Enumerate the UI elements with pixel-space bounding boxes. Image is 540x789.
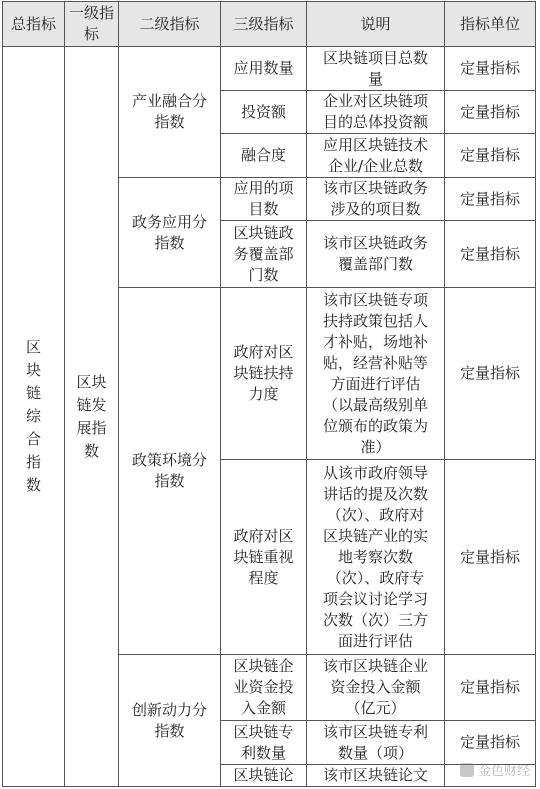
- level3-cell: 应用数量: [221, 47, 307, 91]
- unit-cell: 定量指标: [445, 288, 536, 460]
- level3-cell: 政府对区 块链扶持 力度: [221, 288, 307, 460]
- description-cell: 区块链项目总数 量: [307, 47, 445, 91]
- header-level3-indicator: 三级指标: [221, 2, 307, 47]
- level3-cell: 政府对区 块链重视 程度: [221, 460, 307, 655]
- description-cell: 从该市政府领导 讲话的提及次数 （次）、政府对 区块链产业的实 地考察次数 （次）、政府专 项会议讨论学习 次数（次）三方 面进行评估: [307, 460, 445, 655]
- description-cell: 应用区块链技术 企业/企业总数: [307, 134, 445, 178]
- level3-cell: 应用的项 目数: [221, 178, 307, 221]
- level2-cell: 政策环境分 指数: [119, 288, 221, 655]
- unit-cell: 定量指标: [445, 221, 536, 288]
- header-unit: 指标单位: [445, 2, 536, 47]
- unit-cell: 定量指标: [445, 178, 536, 221]
- level2-cell: 产业融合分 指数: [119, 47, 221, 178]
- level3-cell: 区块链论: [221, 765, 307, 787]
- level3-cell: 融合度: [221, 134, 307, 178]
- indicator-table: [2, 1, 536, 787]
- level3-cell: 投资额: [221, 91, 307, 134]
- description-cell: 该市区块链论文: [307, 765, 445, 787]
- unit-cell: 定量指标: [445, 91, 536, 134]
- level3-cell: 区块链政 务覆盖部 门数: [221, 221, 307, 288]
- description-cell: 该市区块链政务 涉及的项目数: [307, 178, 445, 221]
- total-indicator-cell: 区 块 链 综 合 指 数: [3, 47, 65, 787]
- unit-cell: 定量指标: [445, 460, 536, 655]
- header-total-indicator: 总指标: [3, 2, 65, 47]
- description-cell: 企业对区块链项 目的总体投资额: [307, 91, 445, 134]
- description-cell: 该市区块链政务 覆盖部门数: [307, 221, 445, 288]
- description-cell: 该市区块链专项 扶持政策包括人 才补贴，场地补 贴，经营补贴等 方面进行评估 （以最高级别单 位颁布的政策为 准）: [307, 288, 445, 460]
- level3-cell: 区块链企 业资金投 入金额: [221, 655, 307, 721]
- table-row: [3, 47, 536, 91]
- level2-cell: 创新动力分 指数: [119, 655, 221, 787]
- unit-cell: 定量指标: [445, 721, 536, 765]
- level1-indicator-cell: 区块 链发 展指 数: [65, 47, 119, 787]
- watermark: [460, 760, 530, 779]
- unit-cell: 定量指标: [445, 655, 536, 721]
- header-row: [3, 2, 536, 47]
- description-cell: 该市区块链专利 数量（项）: [307, 721, 445, 765]
- unit-cell: 定量指标: [445, 47, 536, 91]
- header-description: 说明: [307, 2, 445, 47]
- level2-cell: 政务应用分 指数: [119, 178, 221, 288]
- description-cell: 该市区块链企业 资金投入金额 （亿元）: [307, 655, 445, 721]
- watermark-text: 金色财经: [477, 764, 530, 779]
- header-level1-indicator: 一级指标: [65, 2, 119, 47]
- unit-cell: 定量指标: [445, 134, 536, 178]
- watermark-logo-icon: [460, 763, 474, 777]
- level3-cell: 区块链专 利数量: [221, 721, 307, 765]
- header-level2-indicator: 二级指标: [119, 2, 221, 47]
